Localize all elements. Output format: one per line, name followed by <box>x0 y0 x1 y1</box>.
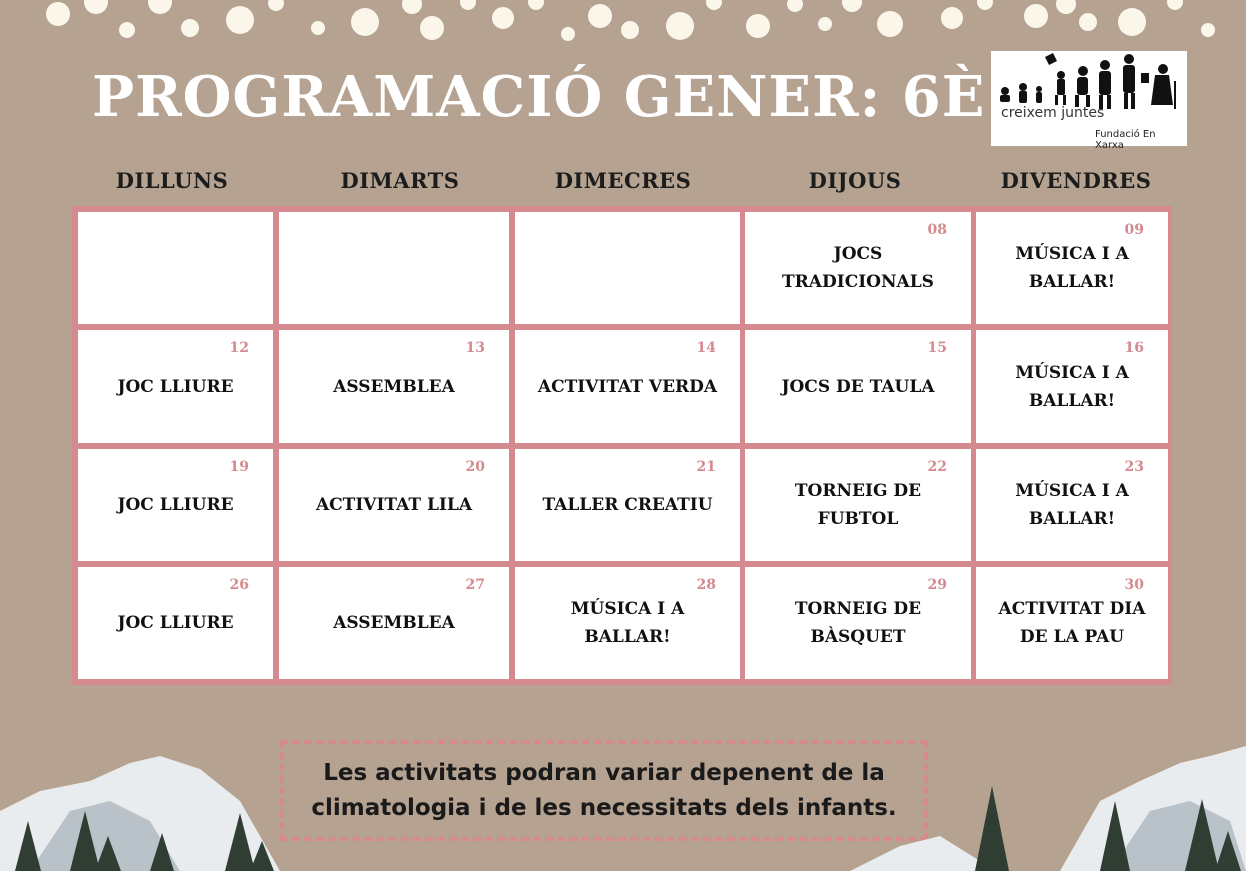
day-number: 09 <box>1124 222 1144 238</box>
activity-line: MÚSICA I A <box>1015 481 1129 501</box>
activity-line: BALLAR! <box>1028 390 1116 411</box>
activity-label <box>117 491 233 519</box>
activity-line: BALLAR! <box>1028 272 1116 292</box>
activity-line: ASSEMBLEA <box>333 376 455 397</box>
day-header-tuesday: DIMARTS <box>340 168 460 193</box>
activity-label <box>117 609 233 637</box>
day-number: 23 <box>1124 459 1144 475</box>
calendar-cell-week3-friday <box>976 449 1168 561</box>
activity-line: JOCS <box>833 244 883 264</box>
activity-label <box>542 491 712 519</box>
calendar-cell-week2-thursday <box>745 330 971 443</box>
calendar-cell-week4-wednesday <box>515 567 740 679</box>
day-number: 29 <box>927 577 947 593</box>
activity-label <box>999 595 1146 651</box>
day-number: 21 <box>696 459 716 475</box>
day-number: 15 <box>927 340 947 356</box>
activity-line: TORNEIG DE <box>794 599 922 619</box>
activity-label <box>1015 240 1129 296</box>
activity-line: BALLAR! <box>584 627 671 647</box>
day-number: 12 <box>229 340 249 356</box>
activity-line: BALLAR! <box>1028 509 1116 529</box>
day-number: 16 <box>1124 340 1144 356</box>
activity-line: JOC LLIURE <box>117 376 234 397</box>
calendar-cell-week1-tuesday <box>279 212 509 324</box>
day-number: 26 <box>229 577 249 593</box>
activity-line: TORNEIG DE <box>794 481 922 501</box>
day-header-wednesday: DIMECRES <box>554 168 692 193</box>
activity-label <box>333 373 455 401</box>
activity-label <box>795 595 921 651</box>
calendar-cell-week4-thursday <box>745 567 971 679</box>
day-number: 22 <box>927 459 947 475</box>
activity-line: TRADICIONALS <box>782 272 934 292</box>
day-header-monday: DILLUNS <box>115 168 229 193</box>
activity-line: MÚSICA I A <box>1015 244 1129 264</box>
activity-line: FUBTOL <box>817 509 899 529</box>
activity-line: BÀSQUET <box>810 627 906 647</box>
activity-line: MÚSICA I A <box>1015 362 1129 383</box>
calendar-cell-week3-wednesday <box>515 449 740 561</box>
activity-line: TALLER CREATIU <box>542 495 713 515</box>
day-number: 13 <box>465 340 485 356</box>
activity-label <box>333 609 455 637</box>
activity-label <box>795 477 921 533</box>
calendar-cell-week3-tuesday <box>279 449 509 561</box>
calendar-cell-week2-friday <box>976 330 1168 443</box>
calendar-cell-week3-thursday <box>745 449 971 561</box>
activity-label <box>316 491 472 519</box>
activity-label <box>571 595 685 651</box>
logo-text: creixem juntes <box>1001 105 1105 121</box>
calendar-cell-week1-thursday <box>745 212 971 324</box>
note-line-1: Les activitats podran variar depenent de la <box>323 759 885 786</box>
activity-line: MÚSICA I A <box>570 599 685 619</box>
logo-subtext: Fundació En Xarxa <box>1095 129 1156 151</box>
activity-label <box>538 373 717 401</box>
activity-line: DE LA PAU <box>1019 627 1125 647</box>
day-number: 28 <box>696 577 716 593</box>
calendar-cell-week4-tuesday <box>279 567 509 679</box>
activity-line: ACTIVITAT LILA <box>315 495 473 515</box>
calendar-cell-week1-monday <box>78 212 273 324</box>
mountains-decoration <box>0 741 1246 871</box>
day-number: 27 <box>465 577 485 593</box>
day-header-thursday: DIJOUS <box>808 168 902 193</box>
activity-label <box>1015 359 1129 415</box>
calendar-cell-week3-monday <box>78 449 273 561</box>
calendar-cell-week1-wednesday <box>515 212 740 324</box>
logo <box>991 51 1187 151</box>
activity-label <box>1015 477 1129 533</box>
calendar-cell-week2-monday <box>78 330 273 443</box>
activity-line: JOC LLIURE <box>117 495 234 515</box>
day-number: 08 <box>927 222 947 238</box>
calendar-cell-week2-wednesday <box>515 330 740 443</box>
day-number: 14 <box>696 340 716 356</box>
activity-line: ACTIVITAT DIA <box>998 599 1146 619</box>
calendar-cell-week1-friday <box>976 212 1168 324</box>
day-header-friday: DIVENDRES <box>1000 168 1152 193</box>
activity-label <box>781 373 934 401</box>
activity-line: JOC LLIURE <box>117 613 234 633</box>
activity-line: ACTIVITAT VERDA <box>537 376 718 397</box>
activity-label <box>117 373 233 401</box>
activity-line: JOCS DE TAULA <box>781 376 935 397</box>
calendar-cell-week4-friday <box>976 567 1168 679</box>
page-title: PROGRAMACIÓ GENER: 6È <box>92 64 986 130</box>
calendar-cell-week4-monday <box>78 567 273 679</box>
note-line-2: climatologia i de les necessitats dels infants. <box>311 794 897 821</box>
activity-line: ASSEMBLEA <box>333 613 455 633</box>
activity-label <box>782 240 934 296</box>
calendar-cell-week2-tuesday <box>279 330 509 443</box>
day-number: 20 <box>465 459 485 475</box>
day-number: 30 <box>1124 577 1144 593</box>
day-number: 19 <box>229 459 249 475</box>
